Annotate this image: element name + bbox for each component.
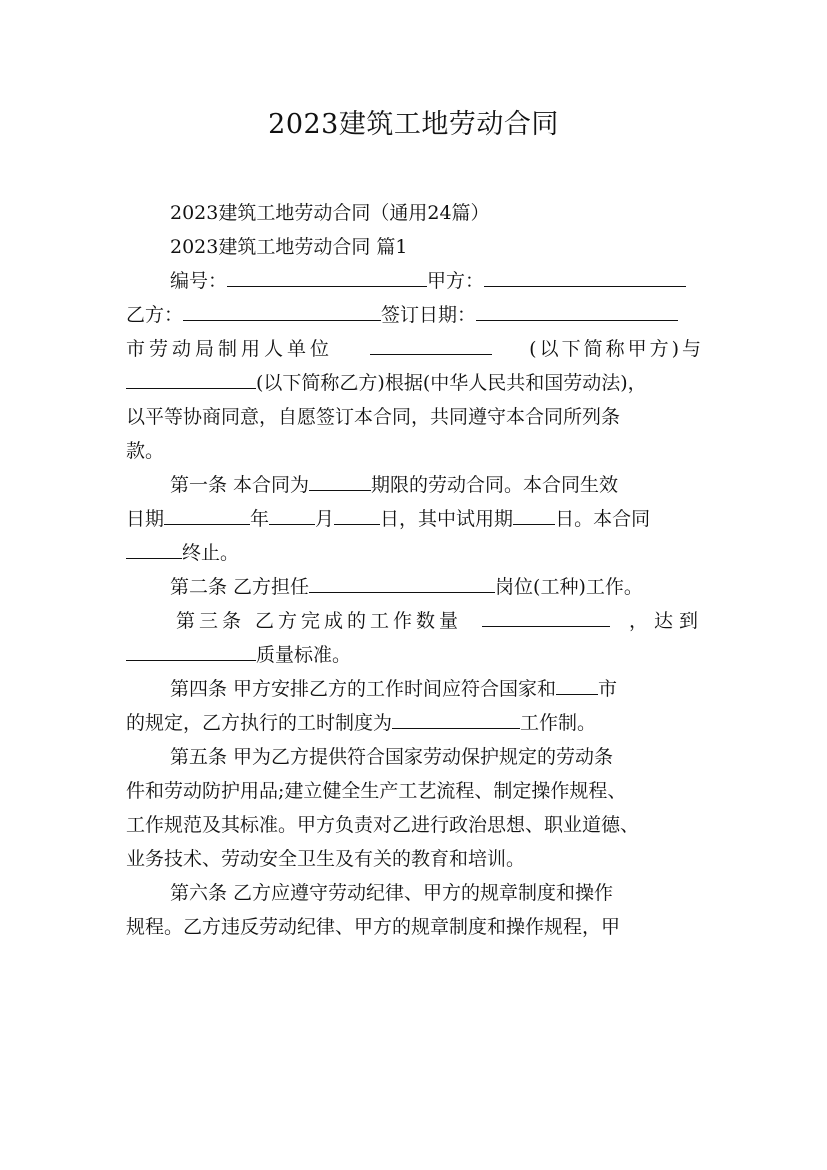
article-6-line-1: 第六条 乙方应遵守劳动纪律、甲方的规章制度和操作 bbox=[170, 882, 614, 904]
intro-text-c: (以下简称乙方)根据(中华人民共和国劳动法)， bbox=[256, 372, 647, 394]
party-b-blank bbox=[183, 298, 381, 321]
employee-blank bbox=[126, 366, 256, 389]
article-1-text-b: 期限的劳动合同。本合同生效 bbox=[371, 474, 619, 496]
article-1-text-a: 第一条 本合同为 bbox=[170, 474, 310, 496]
intro-line-1 bbox=[126, 332, 704, 366]
intro-text-a: 市劳动局制用人单位 bbox=[126, 338, 334, 360]
party-b-date-row bbox=[126, 298, 704, 332]
article-1-line-3 bbox=[126, 536, 704, 570]
article-4-text-d: 工作制。 bbox=[520, 712, 597, 734]
article-1-text-h: 终止。 bbox=[182, 542, 240, 564]
term-blank bbox=[309, 468, 371, 491]
article-5-line-4: 业务技术、劳动安全卫生及有关的教育和培训。 bbox=[126, 848, 526, 870]
article-3-line-2 bbox=[126, 638, 704, 672]
end-blank bbox=[126, 536, 182, 559]
position-blank bbox=[309, 570, 495, 593]
sign-date-blank bbox=[476, 298, 678, 321]
month-blank bbox=[269, 502, 315, 525]
article-4-text-c: 的规定，乙方执行的工时制度为 bbox=[126, 712, 393, 734]
article-1-line-2 bbox=[126, 502, 704, 536]
party-a-label: 甲方： bbox=[427, 270, 485, 292]
city-blank bbox=[556, 672, 598, 695]
document-body bbox=[126, 196, 704, 944]
article-2-text-b: 岗位(工种)工作。 bbox=[495, 576, 643, 598]
employer-blank bbox=[370, 332, 492, 355]
day-blank bbox=[334, 502, 380, 525]
article-3-text-c: 质量标准。 bbox=[256, 644, 352, 666]
intro-line-4: 款。 bbox=[126, 440, 165, 462]
probation-blank bbox=[513, 502, 555, 525]
article-2-text-a: 第二条 乙方担任 bbox=[170, 576, 310, 598]
article-3-text-b: ，达到 bbox=[628, 610, 704, 632]
piece-heading: 2023建筑工地劳动合同 篇1 bbox=[170, 236, 408, 258]
article-5-line-1: 第五条 甲为乙方提供符合国家劳动保护规定的劳动条 bbox=[170, 746, 614, 768]
article-1-text-g: 日。本合同 bbox=[555, 508, 651, 530]
article-3-text-a: 第三条 乙方完成的工作数量 bbox=[176, 610, 463, 632]
article-5-line-3: 工作规范及其标准。甲方负责对乙进行政治思想、职业道德、 bbox=[126, 814, 640, 836]
number-blank bbox=[227, 264, 427, 287]
number-party-a-row bbox=[126, 264, 704, 298]
article-1-text-f: 日，其中试用期 bbox=[380, 508, 514, 530]
article-6-line-2: 规程。乙方违反劳动纪律、甲方的规章制度和操作规程，甲 bbox=[126, 916, 621, 938]
article-4-text-b: 市 bbox=[598, 678, 618, 700]
subtitle: 2023建筑工地劳动合同（通用24篇） bbox=[170, 202, 490, 224]
party-b-label: 乙方： bbox=[126, 304, 184, 326]
party-a-blank bbox=[484, 264, 686, 287]
article-4-line-1 bbox=[126, 672, 704, 706]
number-label: 编号： bbox=[170, 270, 228, 292]
article-5-line-2: 件和劳动防护用品;建立健全生产工艺流程、制定操作规程、 bbox=[126, 780, 627, 802]
article-1-line-1 bbox=[126, 468, 704, 502]
document-title: 2023建筑工地劳动合同 bbox=[268, 109, 559, 140]
article-4-line-2 bbox=[126, 706, 704, 740]
intro-line-2 bbox=[126, 366, 704, 400]
article-1-text-d: 年 bbox=[250, 508, 270, 530]
sign-date-label: 签订日期： bbox=[381, 304, 477, 326]
intro-line-3: 以平等协商同意，自愿签订本合同，共同遵守本合同所列条 bbox=[126, 406, 621, 428]
article-2-line-1 bbox=[126, 570, 704, 604]
article-4-text-a: 第四条 甲方安排乙方的工作时间应符合国家和 bbox=[170, 678, 557, 700]
article-3-line-1 bbox=[126, 604, 704, 638]
article-1-text-e: 月 bbox=[315, 508, 335, 530]
hours-blank bbox=[392, 706, 520, 729]
quantity-blank bbox=[482, 604, 610, 627]
article-1-text-c: 日期 bbox=[126, 508, 165, 530]
year-blank bbox=[164, 502, 250, 525]
intro-text-b: (以下简称甲方)与 bbox=[529, 338, 704, 360]
quality-blank bbox=[126, 638, 256, 661]
